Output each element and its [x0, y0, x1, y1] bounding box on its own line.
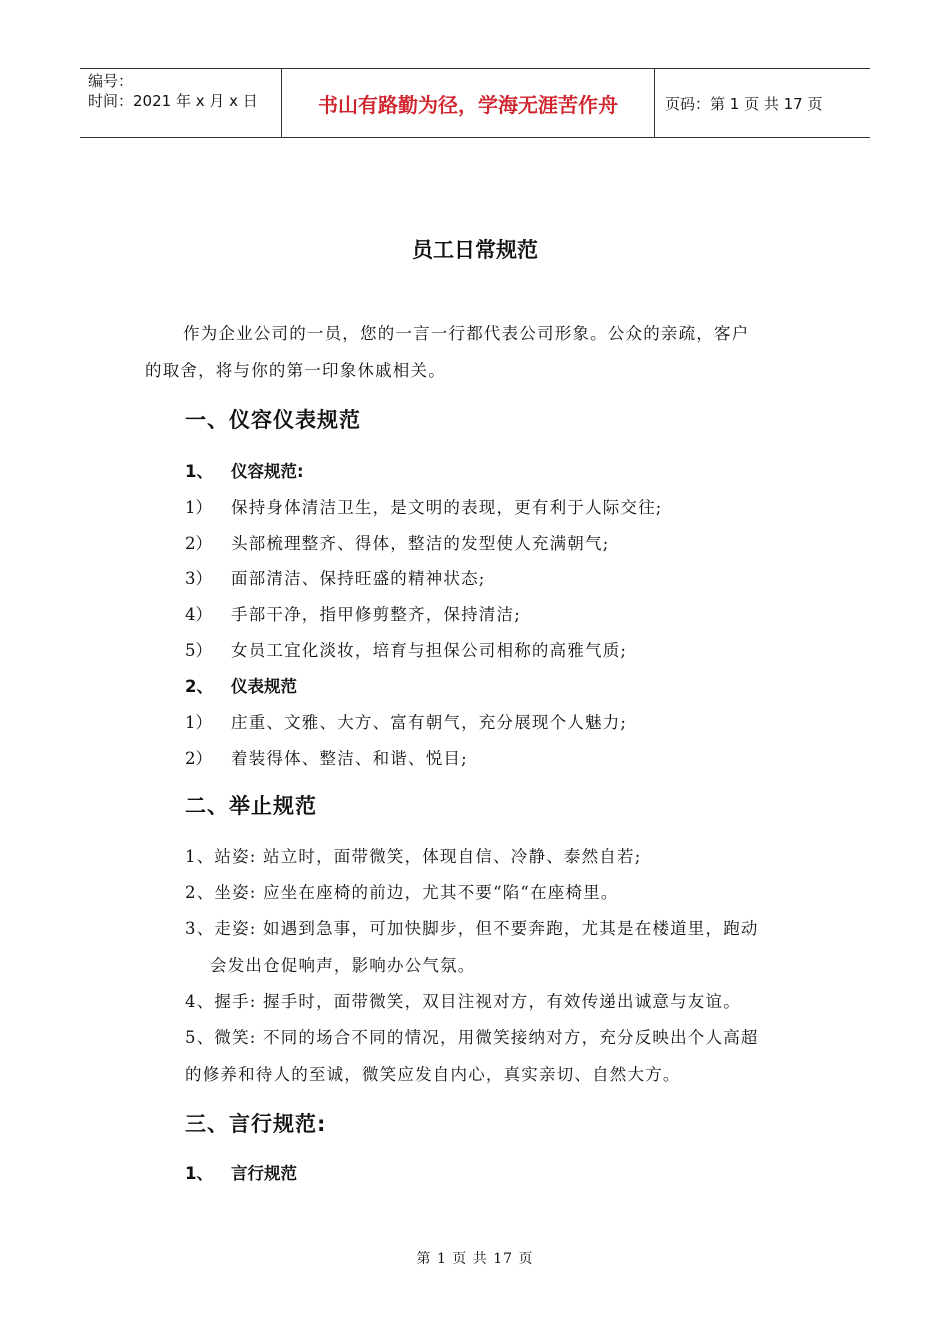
- list-item-text: 头部梳理整齐、得体，整洁的发型使人充满朝气;: [231, 534, 610, 553]
- section-1-heading: 一、仪容仪表规范: [185, 408, 361, 432]
- section-3-sub-1-number: 1、: [185, 1164, 213, 1183]
- intro-line-1: 作为企业公司的一员，您的一言一行都代表公司形象。公众的亲疏，客户: [183, 324, 750, 343]
- list-item: 2、坐姿: 应坐在座椅的前边，尤其不要“陷“在座椅里。: [185, 883, 619, 902]
- list-item: [185, 565, 486, 589]
- list-item-number: 2）: [185, 749, 212, 768]
- list-item: [185, 637, 627, 661]
- section-2-heading: 二、举止规范: [185, 794, 317, 818]
- list-item-text: 着装得体、整洁、和谐、悦目;: [231, 749, 468, 768]
- header-motto: 书山有路勤为径，学海无涯苦作舟: [282, 69, 655, 137]
- list-item-text: 面部清洁、保持旺盛的精神状态;: [231, 569, 486, 588]
- section-1-sub-1-label: 仪容规范:: [231, 462, 304, 481]
- list-item-number: 1）: [185, 713, 212, 732]
- list-item: 4、握手: 握手时，面带微笑，双目注视对方，有效传递出诚意与友谊。: [185, 992, 741, 1011]
- page-footer: 第 1 页 共 17 页: [416, 1251, 534, 1267]
- list-item: [185, 745, 468, 769]
- list-item: [185, 601, 521, 625]
- list-item-text: 手部干净，指甲修剪整齐，保持清洁;: [231, 605, 521, 624]
- section-3-heading: 三、言行规范:: [185, 1112, 327, 1136]
- list-item: [185, 709, 627, 733]
- header-meta: [80, 69, 282, 137]
- intro-line-2: 的取舍，将与你的第一印象休戚相关。: [145, 361, 446, 380]
- list-item-number: 1）: [185, 498, 212, 517]
- section-1-sub-1-number: 1、: [185, 462, 213, 481]
- list-item-number: 5）: [185, 641, 212, 660]
- section-3-sub-1-label: 言行规范: [231, 1164, 297, 1183]
- list-item-text: 女员工宜化淡妆，培育与担保公司相称的高雅气质;: [231, 641, 628, 660]
- document-title: 员工日常规范: [412, 238, 538, 262]
- list-item: 5、微笑: 不同的场合不同的情况，用微笑接纳对方，充分反映出个人高超: [185, 1028, 759, 1047]
- section-1-sub-2: [185, 673, 297, 697]
- section-1-sub-1: [185, 458, 304, 482]
- list-item: 3、走姿: 如遇到急事，可加快脚步，但不要奔跑，尤其是在楼道里，跑动: [185, 919, 759, 938]
- header-time-label: 时间：2021 年 x 月 x 日: [88, 92, 258, 110]
- list-item-number: 2）: [185, 534, 212, 553]
- list-item: [185, 494, 663, 518]
- list-item-continued: 的修养和待人的至诚，微笑应发自内心，真实亲切、自然大方。: [185, 1065, 681, 1084]
- list-item-number: 3）: [185, 569, 212, 588]
- list-item: [185, 530, 609, 554]
- list-item-text: 保持身体清洁卫生，是文明的表现，更有利于人际交往;: [231, 498, 663, 517]
- section-1-sub-2-label: 仪表规范: [231, 677, 297, 696]
- list-item-text: 庄重、文雅、大方、富有朝气，充分展现个人魅力;: [231, 713, 628, 732]
- section-1-sub-2-number: 2、: [185, 677, 213, 696]
- header-page-info: 页码：第 1 页 共 17 页: [665, 94, 823, 113]
- list-item: 1、站姿: 站立时，面带微笑，体现自信、冷静、泰然自若;: [185, 847, 642, 866]
- list-item-number: 4）: [185, 605, 212, 624]
- header-number-label: 编号：: [88, 72, 134, 90]
- list-item-continued: 会发出仓促响声，影响办公气氛。: [210, 956, 476, 975]
- section-3-sub-1: [185, 1160, 297, 1184]
- page-header: [80, 68, 870, 138]
